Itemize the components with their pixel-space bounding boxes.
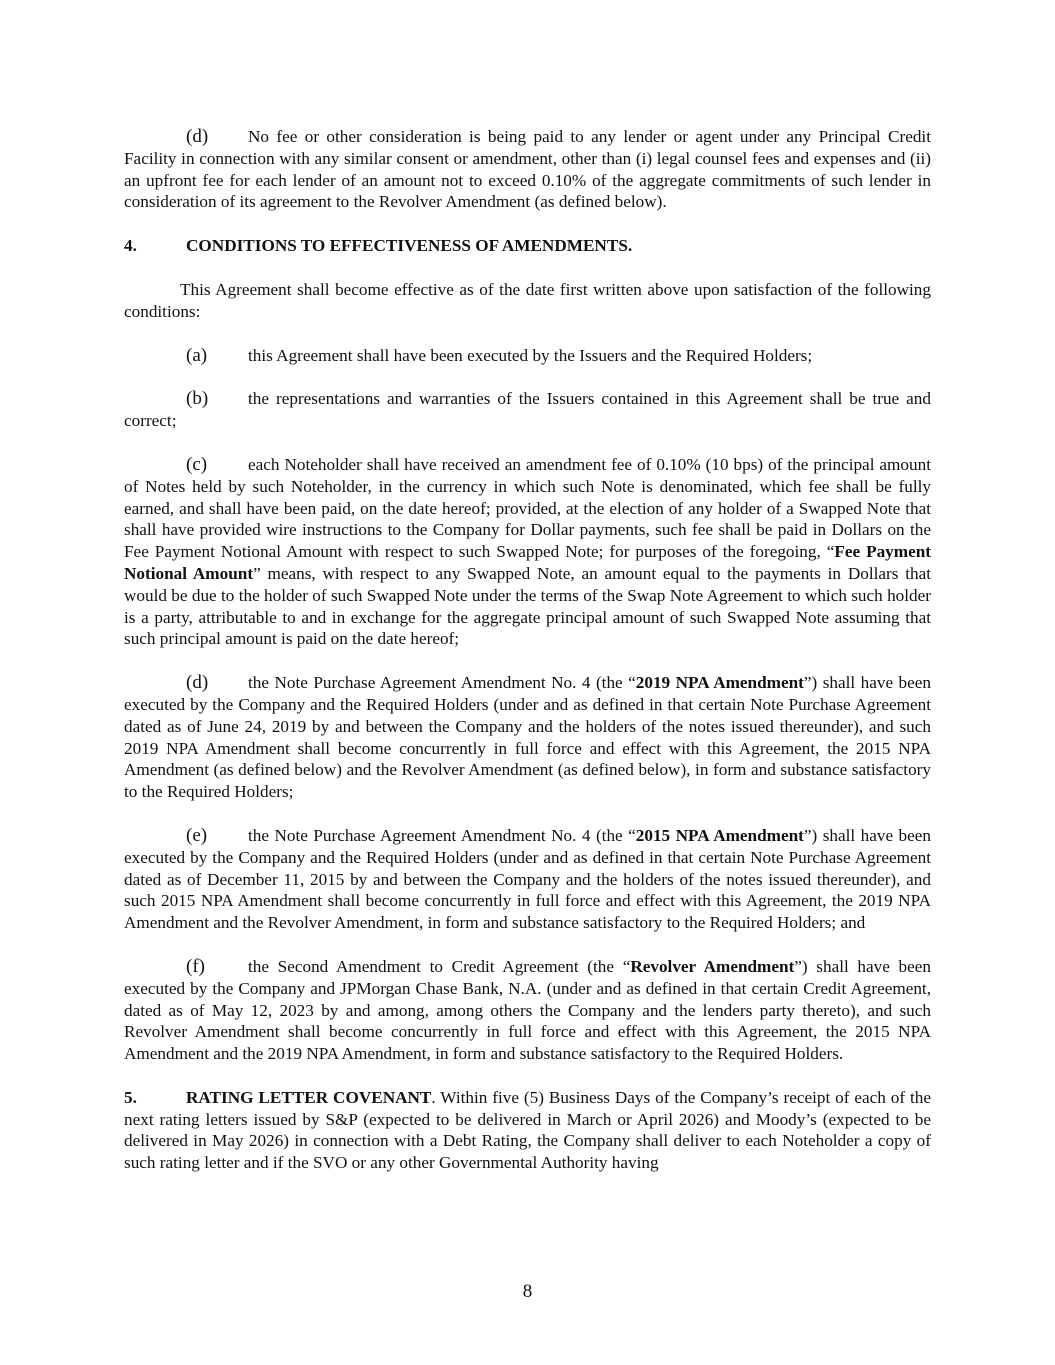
section-4-heading	[124, 235, 931, 257]
section-title: CONDITIONS TO EFFECTIVENESS OF AMENDMENTS.	[186, 236, 633, 256]
paragraph-label: (d)	[186, 126, 209, 147]
condition-text: the Second Amendment to Credit Agreement (the “	[248, 956, 631, 976]
section-4-intro: This Agreement shall become effective as of the date first written above upon satisfaction of the following conditions:	[124, 279, 931, 321]
condition-f	[124, 956, 931, 1065]
condition-a	[124, 345, 931, 367]
section-5-paragraph	[124, 1087, 931, 1174]
section-title: RATING LETTER COVENANT	[186, 1087, 432, 1107]
condition-c	[124, 454, 931, 650]
condition-text: the Note Purchase Agreement Amendment No. 4 (the “	[248, 673, 636, 693]
section-number: 4.	[124, 236, 137, 256]
defined-term: Revolver Amendment	[630, 956, 795, 976]
paragraph-3d	[124, 126, 931, 213]
condition-label: (b)	[186, 388, 209, 410]
defined-term: 2019 NPA Amendment	[635, 673, 804, 693]
condition-text: each Noteholder shall have received an amendment fee of 0.10% (10 bps) of the principal amount of Notes held by such Noteholder, in the currency in which such Note is denominated, which fee shall be fully earned, and shall have been paid, on the date hereof; provided, at the election of any holder of a Swapped Note that shall have provided wire instructions to the Company for Dollar payments, such fee shall be paid in Dollars on the Fee Payment Notional Amount with respect to such Swapped Note; for purposes of the foregoing, “	[124, 454, 931, 562]
defined-term: Fee Payment Notional Amount	[124, 542, 932, 583]
condition-text: ” means, with respect to any Swapped Note, an amount equal to the payments in Dollars that would be due to the holder of such Swapped Note under the terms of the Swap Note Agreement to which such holder is a party, attributable to and in exchange for the aggregate principal amount of such Swapped Note assuming that such principal amount is paid on the date hereof;	[124, 563, 931, 649]
condition-label: (e)	[186, 824, 208, 846]
section-text: . Within five (5) Business Days of the Company’s receipt of each of the next rating letters issued by S&P (expected to be delivered in March or April 2026) and Moody’s (expected to be delivered in May 2026) in connection with a Debt Rating, the Company shall deliver to each Noteholder a copy of such rating letter and if the SVO or any other Governmental Authority having	[124, 1087, 931, 1173]
condition-label: (d)	[186, 672, 209, 694]
section-number: 5.	[124, 1087, 137, 1107]
condition-text: the Note Purchase Agreement Amendment No. 4 (the “	[248, 825, 636, 845]
condition-e	[124, 825, 931, 934]
condition-b	[124, 388, 931, 432]
condition-text: ”) shall have been executed by the Company and the Required Holders (under and as defined in that certain Note Purchase Agreement dated as of June 24, 2019 by and between the Company and the holders of the notes issued thereunder), and such 2019 NPA Amendment shall become concurrently in full force and effect with this Agreement, the 2015 NPA Amendment (as defined below) and the Revolver Amendment (as defined below), in form and substance satisfactory to the Required Holders;	[124, 673, 931, 802]
condition-text: this Agreement shall have been executed by the Issuers and the Required Holders;	[248, 345, 813, 365]
page-number: 8	[522, 1281, 533, 1302]
document-page	[124, 126, 931, 1174]
condition-text: the representations and warranties of the Issuers contained in this Agreement shall be true and correct;	[124, 389, 931, 431]
condition-label: (c)	[186, 453, 208, 475]
paragraph-text: No fee or other consideration is being paid to any lender or agent under any Principal Credit Facility in connection with any similar consent or amendment, other than (i) legal counsel fees and expenses and (ii) an upfront fee for each lender of an amount not to exceed 0.10% of the aggregate commitments of such lender in consideration of its agreement to the Revolver Amendment (as defined below).	[124, 127, 931, 212]
condition-text: ”) shall have been executed by the Company and the Required Holders (under and as defined in that certain Note Purchase Agreement dated as of December 11, 2015 by and between the Company and the holders of the notes issued thereunder), and such 2015 NPA Amendment shall become concurrently in full force and effect with this Agreement, the 2019 NPA Amendment and the Revolver Amendment, in form and substance satisfactory to the Required Holders; and	[124, 825, 931, 933]
condition-d	[124, 672, 931, 803]
condition-text: ”) shall have been executed by the Company and JPMorgan Chase Bank, N.A. (under and as defined in that certain Credit Agreement, dated as of May 12, 2023 by and among, among others the Company and the lenders party thereto), and such Revolver Amendment shall become concurrently in full force and effect with this Agreement, the 2015 NPA Amendment and the 2019 NPA Amendment, in form and substance satisfactory to the Required Holders.	[124, 956, 931, 1064]
condition-label: (f)	[186, 955, 205, 977]
condition-label: (a)	[186, 344, 208, 366]
defined-term: 2015 NPA Amendment	[635, 825, 804, 845]
